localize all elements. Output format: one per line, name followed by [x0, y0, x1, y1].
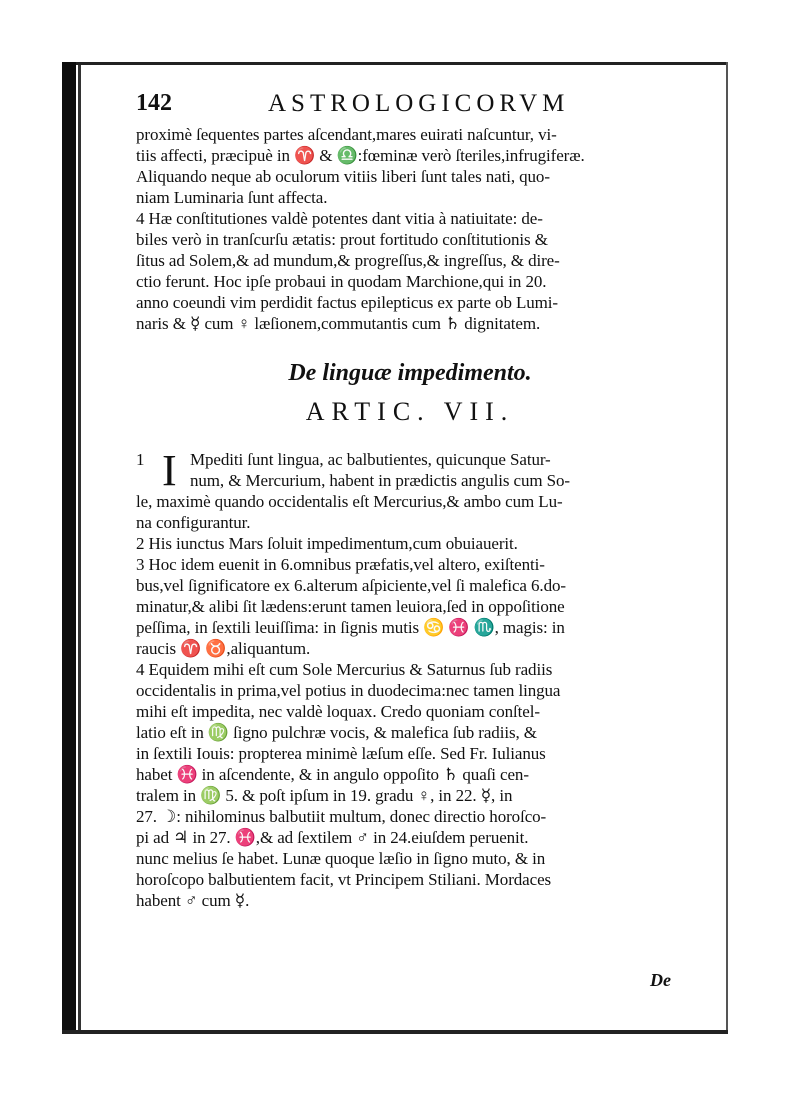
drop-cap: I: [162, 446, 177, 495]
page-top-edge: [76, 62, 728, 65]
text-line: 3 Hoc idem euenit in 6.omnibus præfatis,vel altero, exiſtenti-: [136, 555, 545, 574]
book-spine-inner: [78, 62, 81, 1034]
article-paragraph-1: [136, 446, 684, 533]
text-line: occidentalis in prima,vel potius in duodecima:nec tamen lingua: [136, 681, 561, 700]
paragraph-4: [136, 208, 684, 334]
article-paragraph-3: [136, 554, 684, 659]
text-line: mihi eſt impedita, nec valdè loquax. Credo quoniam conſtel-: [136, 702, 540, 721]
page-bottom-edge: [62, 1030, 728, 1034]
text-line: ctio ferunt. Hoc ipſe probaui in quodam Marchione,qui in 20.: [136, 272, 547, 291]
text-line: niam Luminaria ſunt affecta.: [136, 188, 328, 207]
running-head: [136, 88, 684, 124]
text-line: habet ♓ in aſcendente, & in angulo oppoſito ♄ quaſi cen-: [136, 765, 529, 784]
section-title: De linguæ impedimento.: [288, 360, 532, 386]
text-line: raucis ♈ ♉,aliquantum.: [136, 639, 311, 658]
text-line: num, & Mercurium, habent in prædictis angulis cum So-: [190, 471, 570, 490]
page-right-edge: [726, 62, 728, 1034]
text-line: Mpediti ſunt lingua, ac balbutientes, quicunque Satur-: [190, 450, 551, 469]
text-line: biles verò in tranſcurſu ætatis: prout fortitudo conſtitutionis &: [136, 230, 548, 249]
text-line: 4 Hæ conſtitutiones valdè potentes dant vitia à natiuitate: de-: [136, 209, 543, 228]
text-line: tiis affecti, præcipuè in ♈ & ♎:fœminæ verò ſteriles,infrugiferæ.: [136, 146, 585, 165]
text-line: naris & ☿ cum ♀ læſionem,commutantis cum ♄ dignitatem.: [136, 314, 541, 333]
text-line: tralem in ♍ 5. & poſt ipſum in 19. gradu ♀, in 22. ☿, in: [136, 786, 513, 805]
text-line: ſitus ad Solem,& ad mundum,& progreſſus,& ingreſſus, & dire-: [136, 251, 560, 270]
page-number: 142: [136, 90, 172, 116]
text-line: pi ad ♃ in 27. ♓,& ad ſextilem ♂ in 24.eiuſdem peruenit.: [136, 828, 529, 847]
text-line: Aliquando neque ab oculorum vitiis liberi ſunt tales nati, quo-: [136, 167, 550, 186]
intro-paragraph: [136, 124, 684, 208]
article-paragraph-2: [136, 533, 684, 554]
text-line: latio eſt in ♍ ſigno pulchræ vocis, & malefica ſub radiis, &: [136, 723, 537, 742]
text-line: 27. ☽: nihilominus balbutiit multum, donec directio horoſco-: [136, 807, 547, 826]
text-line: na configurantur.: [136, 513, 251, 532]
text-line: 2 His iunctus Mars ſoluit impedimentum,cum obuiauerit.: [136, 534, 518, 553]
text-line: le, maximè quando occidentalis eſt Mercurius,& ambo cum Lu-: [136, 492, 563, 511]
text-line: horoſcopo balbutientem facit, vt Principem Stiliani. Mordaces: [136, 870, 552, 889]
text-line: bus,vel ſignificatore ex 6.alterum aſpiciente,vel ſi malefica 6.do-: [136, 576, 566, 595]
text-line: proximè ſequentes partes aſcendant,mares euirati naſcuntur, vi-: [136, 125, 557, 144]
book-page: [136, 88, 684, 911]
running-title: ASTROLOGICORVM: [268, 90, 570, 117]
book-spine-edge: [62, 62, 76, 1034]
paragraph-number: 1: [136, 450, 145, 469]
article-heading: ARTIC. VII.: [305, 397, 515, 426]
text-line: peſſima, in ſextili leuiſſima: in ſignis mutis ♋ ♓ ♏, magis: in: [136, 618, 565, 637]
catchword: De: [650, 970, 671, 990]
text-line: 4 Equidem mihi eſt cum Sole Mercurius & Saturnus ſub radiis: [136, 660, 553, 679]
article-paragraph-4: [136, 659, 684, 911]
text-line: minatur,& alibi ſit lædens:erunt tamen leuiora,ſed in oppoſitione: [136, 597, 565, 616]
text-line: anno coeundi vim perdidit factus epilepticus ex parte ob Lumi-: [136, 293, 558, 312]
text-line: nunc melius ſe habet. Lunæ quoque læſio in ſigno muto, & in: [136, 849, 546, 868]
text-line: habent ♂ cum ☿.: [136, 891, 250, 910]
text-line: in ſextili Iouis: propterea minimè læſum eſſe. Sed Fr. Iulianus: [136, 744, 546, 763]
